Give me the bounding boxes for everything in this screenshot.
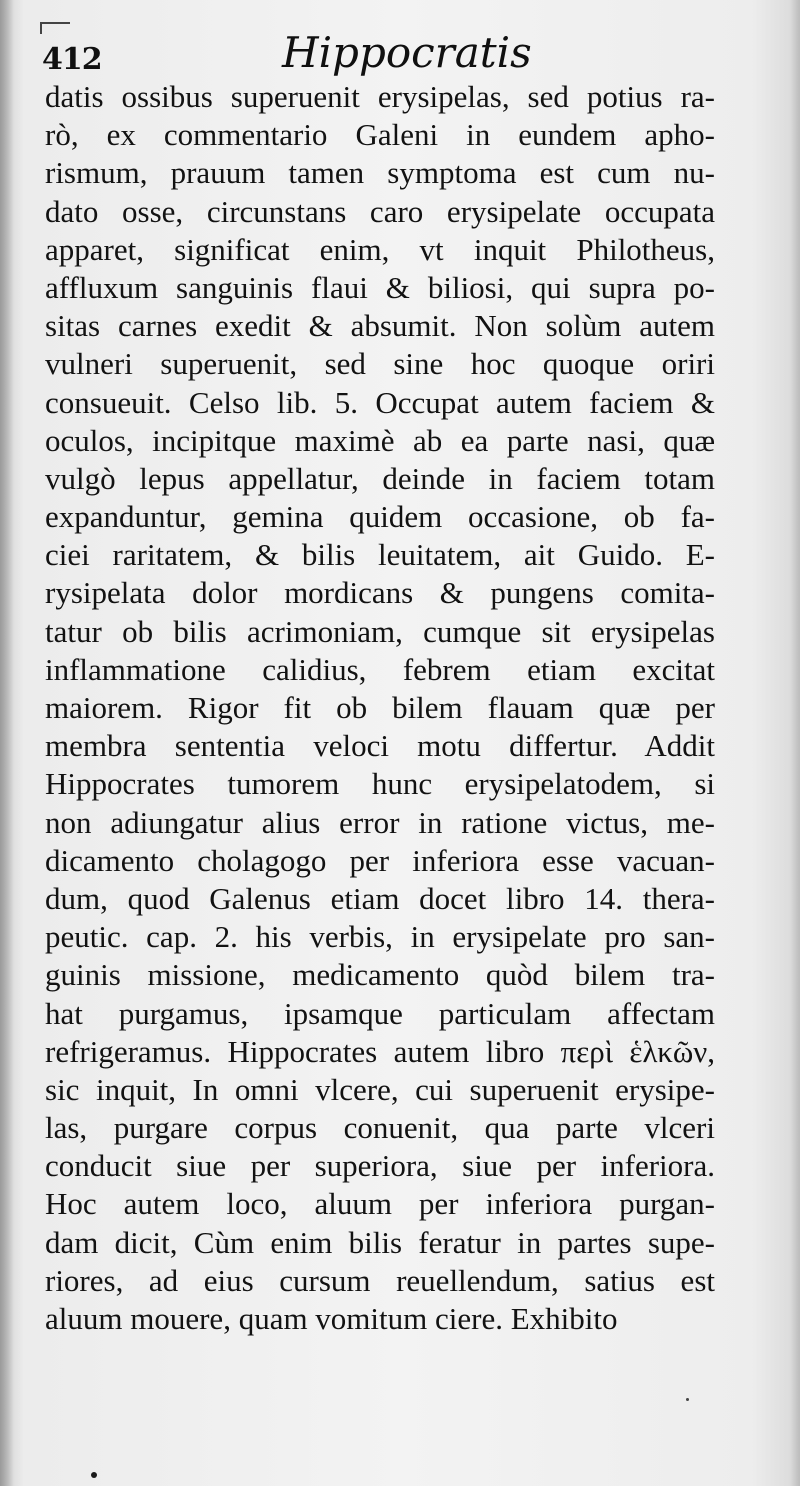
text-line: apparet, significat enim, vt inquit Philotheus, (45, 231, 715, 267)
text-line: tatur ob bilis acrimoniam, cumque sit erysipelas (45, 613, 715, 649)
text-line: Hippocrates tumorem hunc erysipelatodem, si (45, 766, 715, 802)
text-line: ciei raritatem, & bilis leuitatem, ait Guido. E- (45, 537, 715, 573)
text-line: oculos, incipitque maximè ab ea parte nasi, quæ (45, 422, 715, 458)
running-head: Hippocratis (282, 28, 532, 77)
text-line: conducit siue per superiora, siue per inferiora. (45, 1148, 715, 1184)
spine-shadow (0, 0, 14, 1486)
text-line: peutic. cap. 2. his verbis, in erysipelate pro san- (45, 919, 715, 955)
text-line: aluum mouere, quam vomitum ciere. Exhibito (45, 1301, 618, 1336)
text-line: inflammatione calidius, febrem etiam excitat (45, 651, 715, 687)
text-line: maiorem. Rigor fit ob bilem flauam quæ per (45, 690, 715, 725)
text-line: refrigeramus. Hippocrates autem libro περὶ ἑλκῶν, (45, 1033, 715, 1069)
text-line: dum, quod Galenus etiam docet libro 14. thera- (45, 880, 715, 916)
text-line: rò, ex commentario Galeni in eundem apho- (45, 117, 715, 153)
text-line: sitas carnes exedit & absumit. Non solùm autem (45, 308, 715, 344)
text-line: hat purgamus, ipsamque particulam affectam (45, 995, 715, 1031)
text-line: vulneri superuenit, sed sine hoc quoque oriri (45, 346, 715, 382)
text-line: las, purgare corpus conuenit, qua parte vlceri (45, 1110, 715, 1146)
text-line: guinis missione, medicamento quòd bilem tra- (45, 957, 715, 993)
page-number: 412 (42, 42, 102, 77)
text-line: datis ossibus superuenit erysipelas, sed potius ra- (45, 79, 715, 114)
corner-mark (40, 22, 70, 34)
text-line: rismum, prauum tamen symptoma est cum nu- (45, 155, 715, 191)
text-line: expanduntur, gemina quidem occasione, ob fa- (45, 499, 715, 535)
text-line: dato osse, circunstans caro erysipelate occupata (45, 193, 715, 229)
text-line: Hoc autem loco, aluum per inferiora purgan- (45, 1186, 715, 1222)
text-line: dam dicit, Cùm enim bilis feratur in partes supe- (45, 1224, 715, 1260)
page-edge-shadow (790, 0, 800, 1486)
text-line: non adiungatur alius error in ratione victus, me- (45, 804, 715, 840)
body-text (45, 78, 715, 1338)
text-line: sic inquit, In omni vlcere, cui superuenit erysipe- (45, 1071, 715, 1107)
text-line: membra sententia veloci motu differtur. Addit (45, 728, 715, 764)
text-line: rysipelata dolor mordicans & pungens comita- (45, 575, 715, 611)
text-line: affluxum sanguinis flaui & biliosi, qui supra po- (45, 269, 715, 305)
text-line: consueuit. Celso lib. 5. Occupat autem faciem & (45, 384, 715, 420)
ink-speck (686, 1398, 689, 1401)
text-line: dicamento cholagogo per inferiora esse vacuan- (45, 842, 715, 878)
text-line: riores, ad eius cursum reuellendum, satius est (45, 1262, 715, 1298)
ink-speck (91, 1472, 97, 1478)
text-line: vulgò lepus appellatur, deinde in faciem totam (45, 460, 715, 496)
